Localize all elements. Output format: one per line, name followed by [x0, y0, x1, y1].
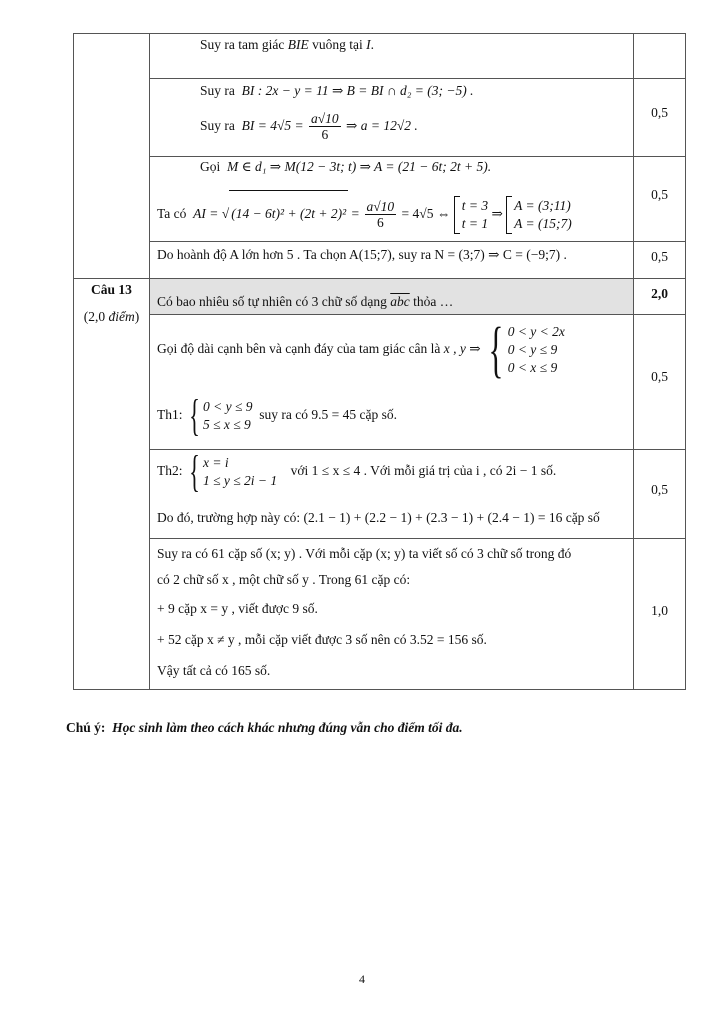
row2-line1 — [200, 82, 474, 99]
row3-score: 0,5 — [651, 187, 668, 202]
row3-line2 — [157, 190, 572, 237]
left-brace-icon: { — [488, 315, 504, 384]
header-mid: chữ số dạng — [321, 294, 387, 309]
row3-a1: A = (3;11) — [514, 197, 571, 213]
header-digit-count: 3 — [311, 294, 319, 309]
part3-line4: + 52 cặp x ≠ y , mỗi cặp viết được 3 số nên có 3.52 = 156 số. — [157, 632, 487, 647]
row3-impl: ⇒ — [491, 206, 503, 221]
row3-t2: t = 1 — [461, 215, 489, 231]
row3-eq-goi: M ∈ d₁ ⇒ M(12 − 3t; t) ⇒ A = (21 − 6t; 2t + 5). — [227, 159, 492, 174]
row1-prefix: Suy ra tam giác — [200, 37, 285, 52]
header-post: thỏa … — [413, 294, 454, 309]
question-points: (2,0 điểm) — [83, 309, 140, 324]
question-header — [157, 293, 453, 310]
part1-th1-c1: 0 < y ≤ 9 — [203, 399, 253, 414]
part1-th1-c2: 5 ≤ x ≤ 9 — [203, 417, 251, 432]
part3-line3: + 9 cặp x = y , viết được 9 số. — [157, 601, 318, 616]
part1-vars: x , y ⇒ — [443, 341, 481, 356]
note-label: Chú ý: — [66, 720, 106, 735]
row2-score: 0,5 — [651, 105, 668, 120]
left-brace-icon-2: { — [189, 391, 200, 440]
row2-fraction — [309, 111, 341, 142]
row3-ai-rhs: = 4√5 ⇔ — [401, 206, 451, 221]
row3-ai-radicand: (14 − 6t)² + (2t + 2)² — [229, 190, 348, 237]
part2-sum: Do đó, trường hợp này có: (2.1 − 1) + (2.2 − 1) + (2.3 − 1) + (2.4 − 1) = 16 cặp số — [157, 510, 600, 525]
row1-mid: vuông tại — [312, 37, 363, 52]
question-label: Câu 13 — [91, 282, 132, 297]
row3-frac-den: 6 — [376, 215, 384, 231]
part1-sys2: 0 < y ≤ 9 — [507, 341, 558, 357]
row3-fraction — [365, 199, 397, 230]
part2-th2-c2: 1 ≤ y ≤ 2i − 1 — [203, 473, 278, 488]
part2-th2-result: với 1 ≤ x ≤ 4 . Với mỗi giá trị của i , có 2i − 1 số. — [290, 463, 557, 479]
row2-suyra-1: Suy ra — [200, 83, 235, 98]
row2-eq2-lhs: BI = 4√5 = — [241, 118, 304, 133]
sqrt-icon: √ — [221, 206, 230, 221]
part2-th2-line — [157, 447, 557, 496]
row4-text: Do hoành độ A lớn hơn 5 . Ta chọn A(15;7), suy ra N = (3;7) ⇒ C = (−9;7) . — [157, 247, 567, 262]
left-bracket-icon-2 — [506, 196, 512, 234]
part3-line5: Vậy tất cả có 165 số. — [157, 663, 271, 678]
row1-vertex: I — [366, 37, 371, 52]
note — [66, 719, 463, 736]
row3-a2: A = (15;7) — [514, 215, 572, 231]
left-brace-icon-3: { — [189, 447, 200, 496]
note-text: Học sinh làm theo cách khác nhưng đúng vẫn cho điểm tối đa. — [112, 720, 463, 735]
part1-sys1: 0 < y < 2x — [507, 323, 565, 339]
row2-line2 — [200, 108, 418, 144]
part1-intro-line — [157, 315, 565, 384]
part2-score: 0,5 — [651, 482, 668, 497]
row2-frac-den: 6 — [321, 127, 329, 143]
part1-sys3: 0 < x ≤ 9 — [507, 359, 558, 375]
row3-t1: t = 3 — [461, 197, 489, 213]
part2-th2-system — [203, 454, 277, 490]
row4-score: 0,5 — [651, 249, 668, 264]
header-abc: $\overline{abc}$ — [390, 294, 410, 309]
part3-line1: Suy ra có 61 cặp số (x; y) . Với mỗi cặp (x; y) ta viết số có 3 chữ số trong đó — [157, 546, 572, 561]
row3-ai-eq: = — [351, 206, 360, 221]
row2-eq2-rhs: ⇒ a = 12√2 . — [346, 118, 418, 133]
part1-th1-line — [157, 391, 397, 440]
part1-system — [508, 323, 565, 377]
part1-th1-result: suy ra có 9.5 = 45 cặp số. — [259, 407, 397, 423]
part3-score: 1,0 — [651, 603, 668, 618]
part3-line2: có 2 chữ số x , một chữ số y . Trong 61 cặp có: — [157, 572, 411, 587]
part1-th1-system — [203, 398, 253, 434]
row3-frac-num: a√10 — [366, 199, 395, 215]
row3-ai-lhs: AI = — [193, 206, 219, 221]
header-score: 2,0 — [651, 286, 668, 301]
row2-eq1: BI : 2x − y = 11 ⇒ B = BI ∩ d₂ = (3; −5) . — [241, 83, 474, 98]
row1-triangle: BIE — [287, 37, 309, 52]
row3-a-values — [514, 197, 572, 233]
header-pre: Có bao nhiêu số tự nhiên có — [157, 294, 309, 309]
part1-th1: Th1: — [157, 407, 183, 423]
row3-t-values — [462, 197, 488, 233]
row2-suyra-2: Suy ra — [200, 118, 235, 133]
row2-frac-num: a√10 — [311, 111, 339, 127]
page-number: 4 — [359, 972, 365, 986]
row1-end: . — [370, 37, 374, 52]
part2-th2: Th2: — [157, 463, 183, 479]
left-bracket-icon — [454, 196, 460, 234]
row3-goi: Gọi — [200, 159, 221, 174]
part1-intro: Gọi độ dài cạnh bên và cạnh đáy của tam giác cân là — [157, 341, 441, 356]
row3-taco: Ta có — [157, 206, 187, 221]
part2-th2-c1: x = i — [203, 455, 229, 470]
row1-text — [200, 36, 374, 53]
part1-score: 0,5 — [651, 369, 668, 384]
row3-line1 — [200, 158, 491, 175]
